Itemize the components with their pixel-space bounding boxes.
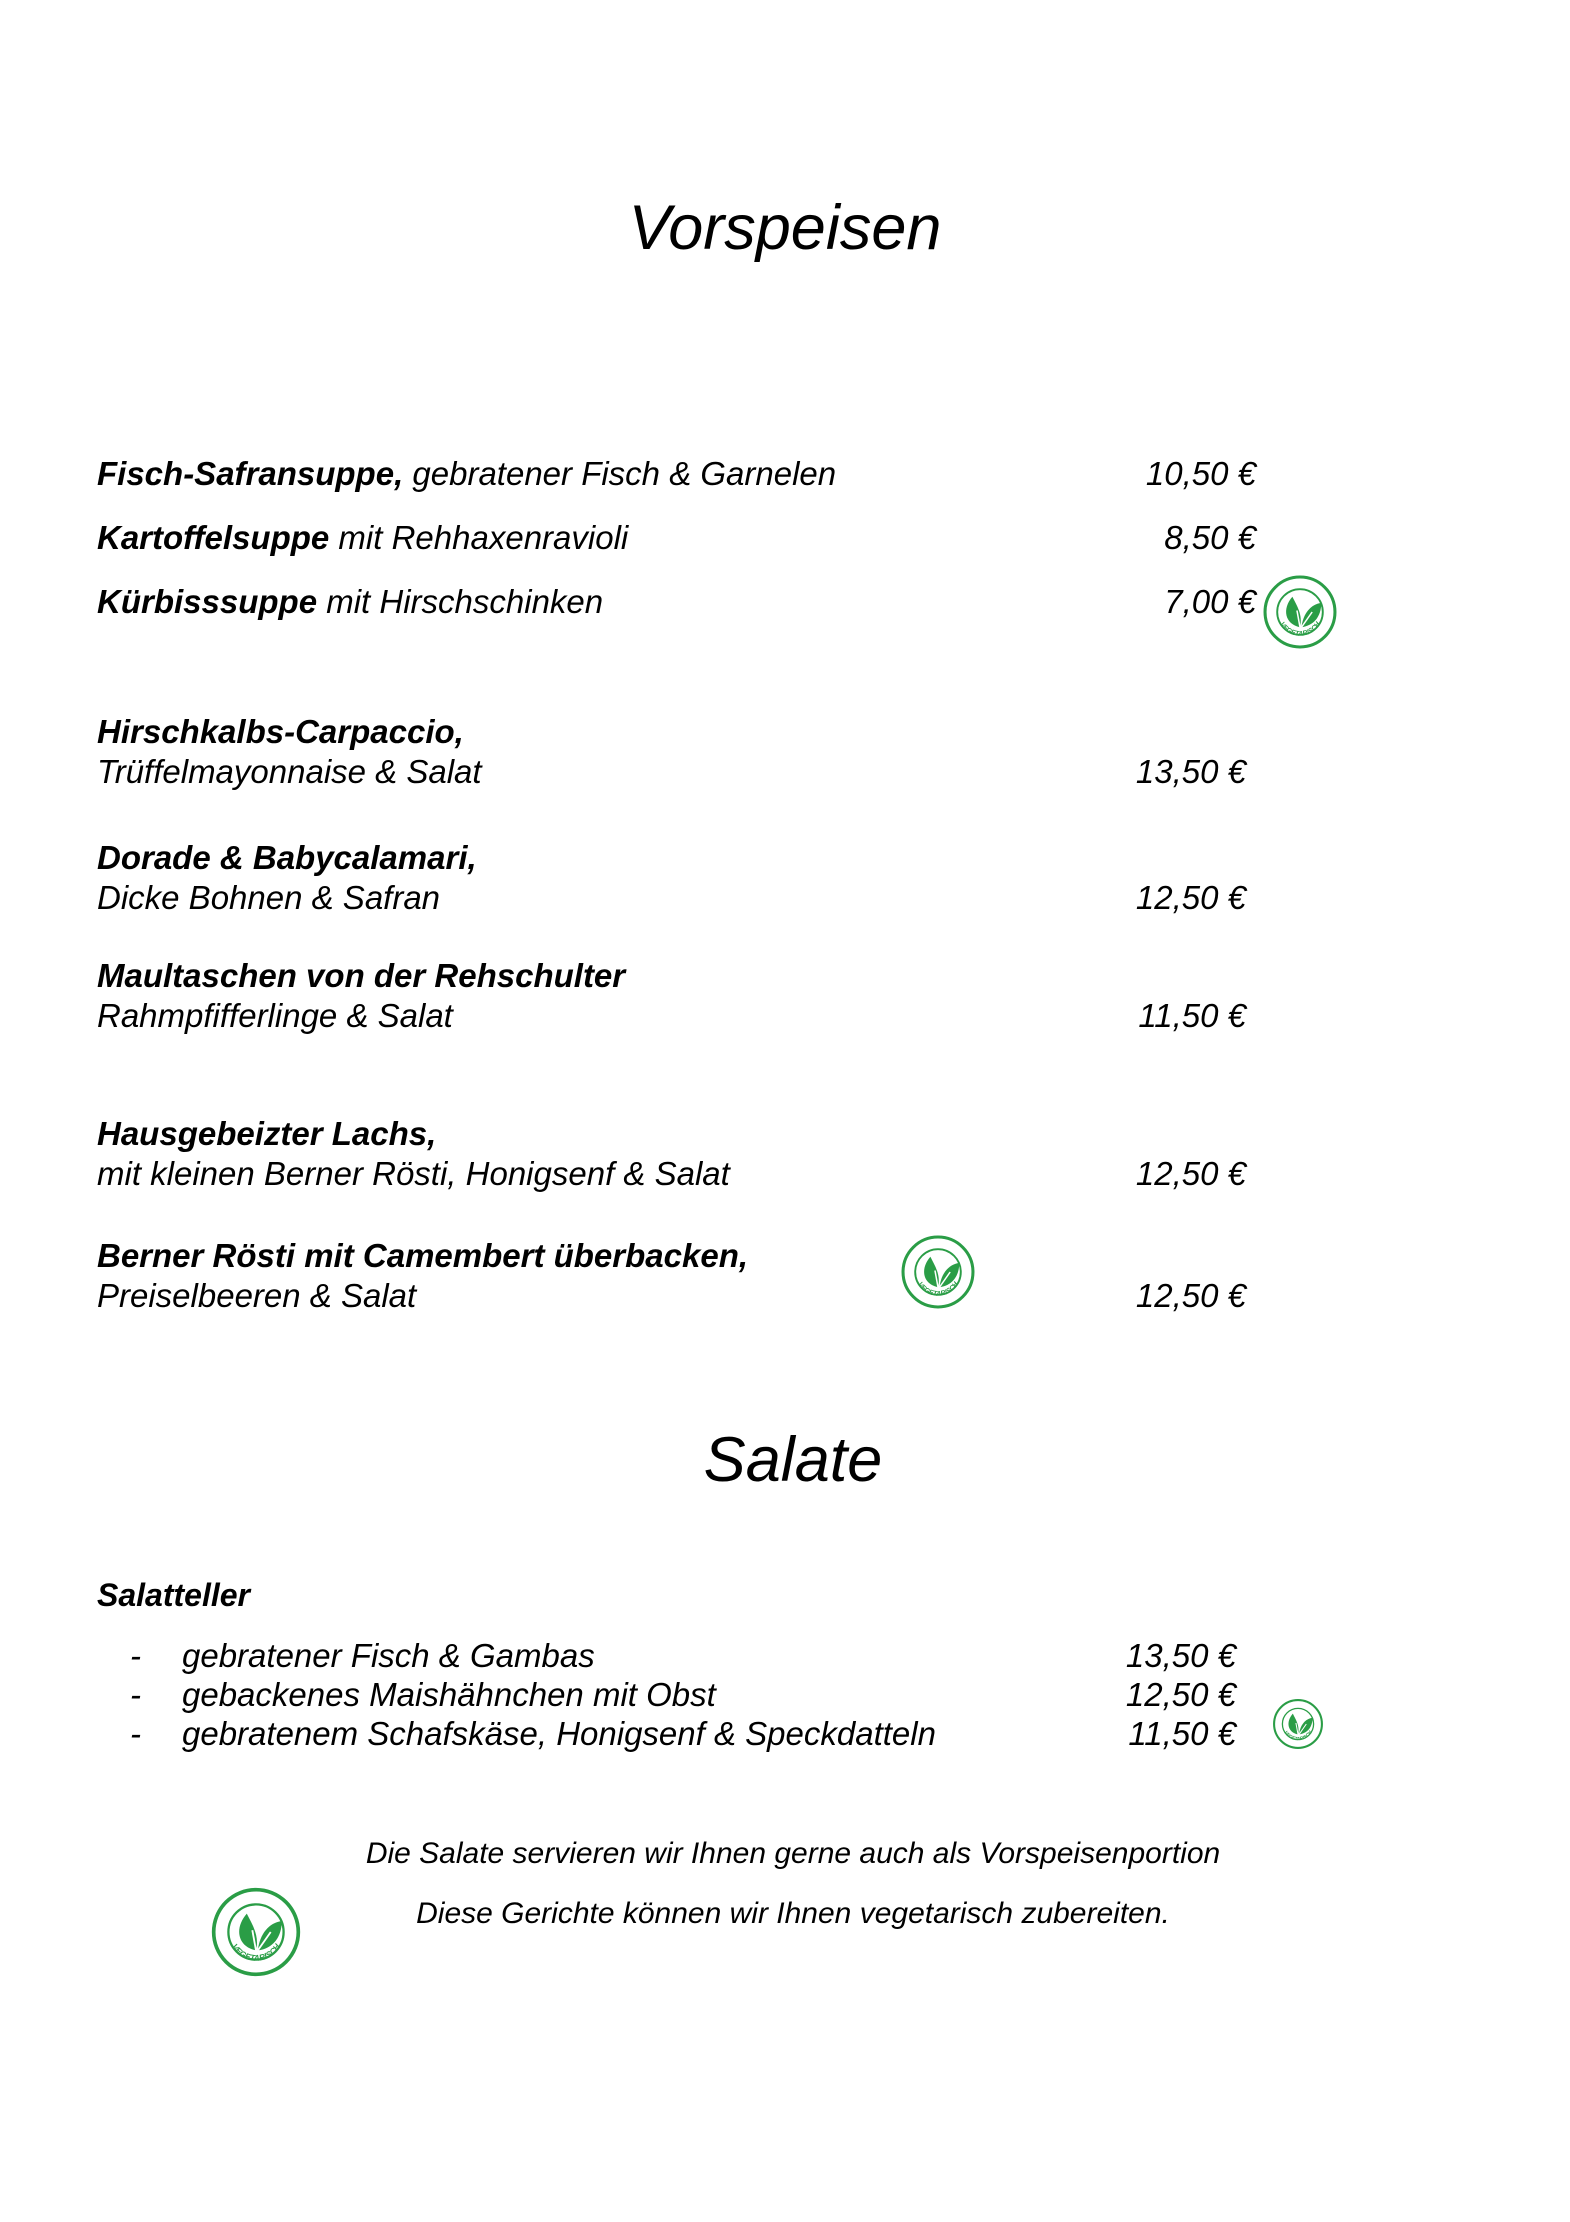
vegetarian-badge-icon bbox=[1272, 1698, 1324, 1750]
dish-name: Berner Rösti mit Camembert überbacken, bbox=[97, 1237, 749, 1274]
heading-vorspeisen: Vorspeisen bbox=[628, 193, 942, 263]
menu-item-maultaschen bbox=[97, 956, 625, 1036]
note-vorspeisenportion: Die Salate servieren wir Ihnen gerne auch als Vorspeisenportion bbox=[365, 1837, 1221, 1870]
menu-item-fisch-safransuppe bbox=[97, 454, 836, 494]
dish-name: Fisch-Safransuppe, bbox=[97, 455, 404, 492]
dish-desc: gebratener Fisch & Garnelen bbox=[403, 455, 837, 492]
menu-item-dorade bbox=[97, 838, 477, 918]
menu-item-kartoffelsuppe bbox=[97, 518, 628, 558]
price: 13,50 € bbox=[1135, 753, 1246, 790]
svg-text:VEGETARISCH: VEGETARISCH bbox=[1278, 620, 1322, 638]
menu-item-hausgebeizter-lachs bbox=[97, 1114, 730, 1194]
dish-name: Dorade & Babycalamari, bbox=[97, 839, 477, 876]
list-bullet: - bbox=[130, 1637, 141, 1674]
salad-item: gebratener Fisch & Gambas bbox=[182, 1637, 595, 1674]
menu-item-kuerbisssuppe bbox=[97, 582, 603, 622]
note-vegetarisch: Diese Gerichte können wir Ihnen vegetarisch zubereiten. bbox=[416, 1897, 1170, 1930]
price: 11,50 € bbox=[1128, 1715, 1236, 1752]
dish-name: Hausgebeizter Lachs, bbox=[97, 1115, 437, 1152]
dish-desc: Trüffelmayonnaise & Salat bbox=[97, 753, 482, 790]
price: 8,50 € bbox=[1164, 519, 1256, 556]
vegetarian-badge-icon bbox=[1262, 574, 1338, 650]
menu-item-hirschkalbs-carpaccio bbox=[97, 712, 482, 792]
heading-salate: Salate bbox=[703, 1425, 883, 1495]
price: 12,50 € bbox=[1135, 1155, 1246, 1192]
dish-desc: mit Rehhaxenravioli bbox=[329, 519, 629, 556]
vegetarian-badge-icon bbox=[900, 1234, 976, 1310]
svg-text:VEGETARISCH: VEGETARISCH bbox=[229, 1942, 283, 1963]
list-bullet: - bbox=[130, 1676, 141, 1713]
dish-name: Kürbisssuppe bbox=[97, 583, 318, 620]
price: 10,50 € bbox=[1145, 455, 1256, 492]
price: 11,50 € bbox=[1138, 997, 1246, 1034]
salad-item: gebackenes Maishähnchen mit Obst bbox=[182, 1676, 716, 1713]
dish-name: Hirschkalbs-Carpaccio, bbox=[97, 713, 464, 750]
svg-text:VEGETARISCH: VEGETARISCH bbox=[916, 1280, 960, 1298]
dish-name: Maultaschen von der Rehschulter bbox=[97, 957, 626, 994]
dish-name: Kartoffelsuppe bbox=[97, 519, 330, 556]
list-bullet: - bbox=[130, 1715, 141, 1752]
menu-item-berner-roesti bbox=[97, 1236, 748, 1316]
price: 12,50 € bbox=[1135, 879, 1246, 916]
price: 13,50 € bbox=[1125, 1637, 1236, 1674]
dish-desc: Dicke Bohnen & Safran bbox=[97, 879, 441, 916]
svg-text:VEGETARISCH: VEGETARISCH bbox=[1283, 1729, 1313, 1742]
dish-desc: mit kleinen Berner Rösti, Honigsenf & Salat bbox=[97, 1155, 730, 1192]
dish-desc: Rahmpfifferlinge & Salat bbox=[97, 997, 453, 1034]
price: 12,50 € bbox=[1125, 1676, 1236, 1713]
price: 7,00 € bbox=[1164, 583, 1256, 620]
salad-item: gebratenem Schafskäse, Honigsenf & Speckdatteln bbox=[182, 1715, 936, 1752]
price: 12,50 € bbox=[1135, 1277, 1246, 1314]
dish-desc: Preiselbeeren & Salat bbox=[97, 1277, 417, 1314]
dish-desc: mit Hirschschinken bbox=[317, 583, 604, 620]
subheading-salatteller: Salatteller bbox=[97, 1577, 250, 1613]
